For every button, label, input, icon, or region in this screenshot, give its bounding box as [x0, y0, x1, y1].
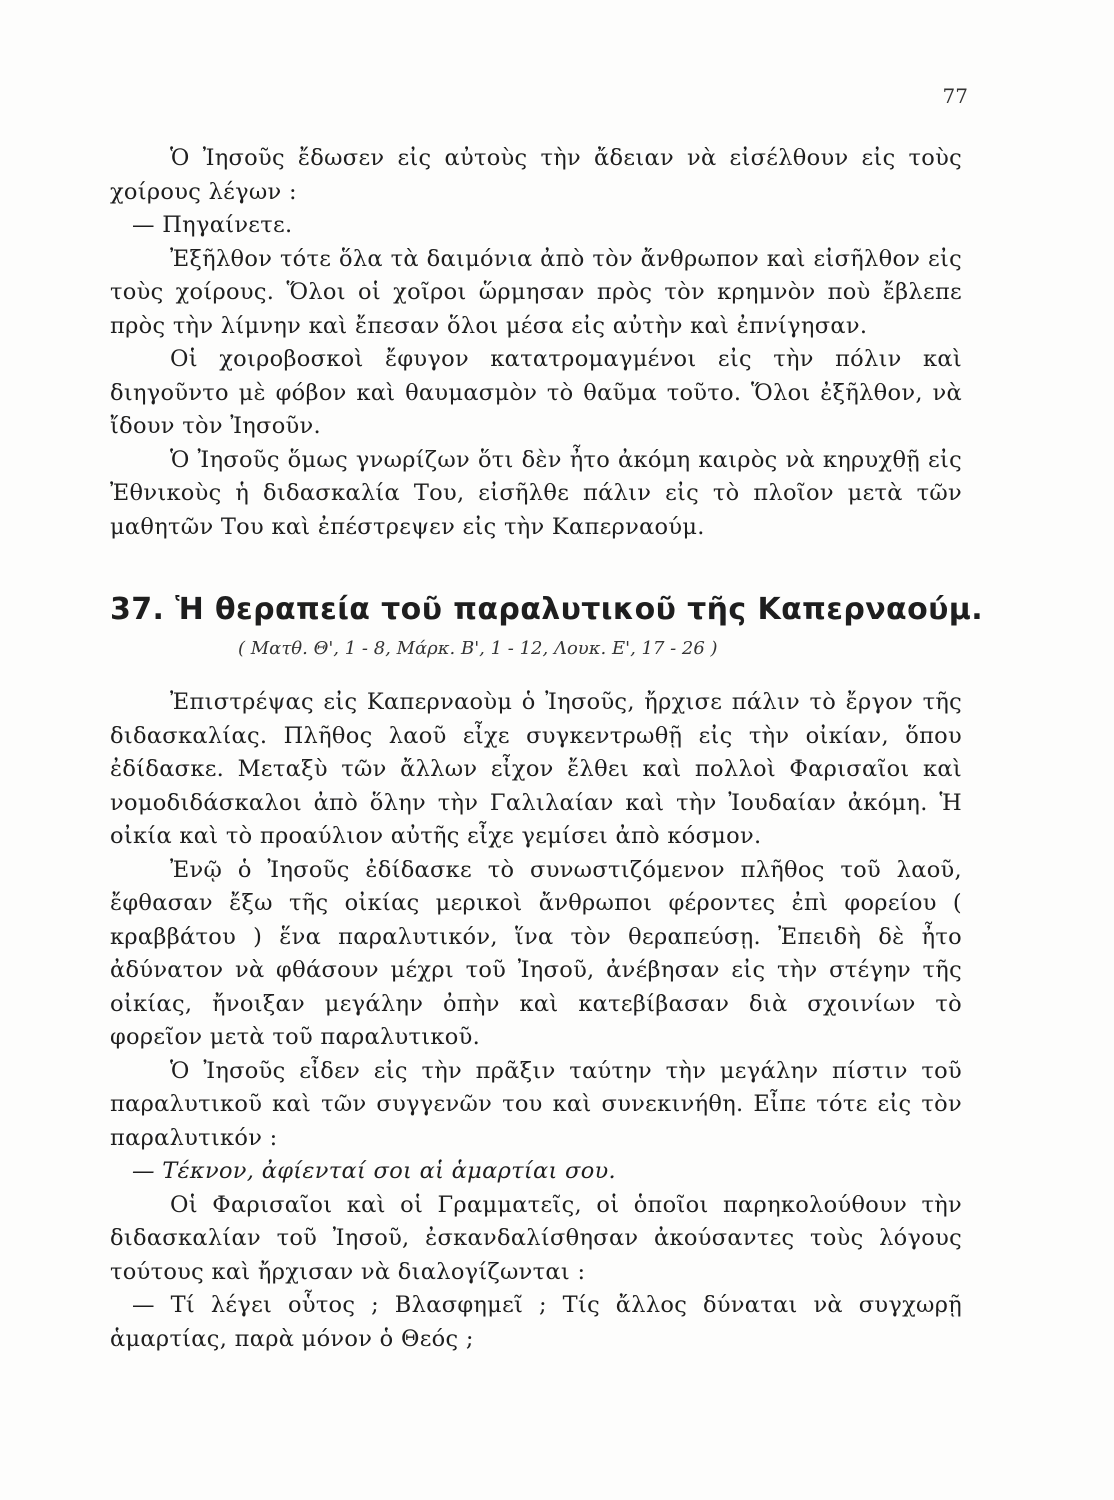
- dialog-line: — Τέκνον, ἀφίενταί σοι αἱ ἁμαρτίαι σου.: [132, 1158, 616, 1184]
- dialog-line: — Πηγαίνετε.: [132, 212, 293, 238]
- paragraph: Οἱ χοιροβοσκοὶ ἔφυγον κατατρομαγμένοι εἰς τὴν πόλιν καὶ διηγοῦντο μὲ φόβον καὶ θαυμασμὸν τὸ θαῦμα τοῦτο. Ὅλοι ἐξῆλθον, νὰ ἴδουν τὸν Ἰησοῦν.: [110, 346, 962, 439]
- bottom-text-block: [110, 686, 962, 1356]
- paragraph: Ἐπιστρέψας εἰς Καπερναοὺμ ὁ Ἰησοῦς, ἤρχισε πάλιν τὸ ἔργον τῆς διδασκαλίας. Πλῆθος λαοῦ εἶχε συγκεντρωθῇ εἰς τὴν οἰκίαν, ὅπου ἐδίδασκε. Μεταξὺ τῶν ἄλλων εἶχον ἔλθει καὶ πολλοὶ Φαρισαῖοι καὶ νομοδιδάσκαλοι ἀπὸ ὅλην τὴν Γαλιλαίαν καὶ τὴν Ἰουδαίαν ἀκόμη. Ἡ οἰκία καὶ τὸ προαύλιον αὐτῆς εἶχε γεμίσει ἀπὸ κόσμον.: [110, 689, 962, 849]
- page-number: 77: [942, 84, 968, 108]
- paragraph: Ὁ Ἰησοῦς ὅμως γνωρίζων ὅτι δὲν ἦτο ἀκόμη καιρὸς νὰ κηρυχθῇ εἰς Ἐθνικοὺς ἡ διδασκαλία Του, εἰσῆλθε πάλιν εἰς τὸ πλοῖον μετὰ τῶν μαθητῶν Του καὶ ἐπέστρεψεν εἰς τὴν Καπερναούμ.: [110, 446, 962, 540]
- paragraph: Ὁ Ἰησοῦς ἔδωσεν εἰς αὐτοὺς τὴν ἄδειαν νὰ εἰσέλθουν εἰς τοὺς χοίρους λέγων :: [110, 145, 962, 205]
- paragraph: Ἐνῷ ὁ Ἰησοῦς ἐδίδασκε τὸ συνωστιζόμενον πλῆθος τοῦ λαοῦ, ἔφθασαν ἔξω τῆς οἰκίας μερικοὶ ἄνθρωποι φέροντες ἐπὶ φορείου ( κραββάτου ) ἕνα παραλυτικόν, ἵνα τὸν θεραπεύσῃ. Ἐπειδὴ δὲ ἦτο ἀδύνατον νὰ φθάσουν μέχρι τοῦ Ἰησοῦ, ἀνέβησαν εἰς τὴν στέγην τῆς οἰκίας, ἤνοιξαν μεγάλην ὀπὴν καὶ κατεβίβασαν διὰ σχοινίων τὸ φορεῖον μετὰ τοῦ παραλυτικοῦ.: [110, 856, 962, 1050]
- dialog-line: — Τί λέγει οὗτος ; Βλασφημεῖ ; Τίς ἄλλος δύναται νὰ συγχωρῇ ἁμαρτίας, παρὰ μόνον ὁ Θεός ;: [110, 1292, 962, 1352]
- paragraph: Ὁ Ἰησοῦς εἶδεν εἰς τὴν πρᾶξιν ταύτην τὴν μεγάλην πίστιν τοῦ παραλυτικοῦ καὶ τῶν συγγενῶν του καὶ συνεκινήθη. Εἶπε τότε εἰς τὸν παραλυτικόν :: [110, 1057, 962, 1151]
- scripture-reference: ( Ματθ. Θ', 1 - 8, Μάρκ. Β', 1 - 12, Λουκ. Ε', 17 - 26 ): [238, 638, 718, 659]
- top-text-block: [110, 142, 962, 544]
- section-heading: 37. Ἡ θεραπεία τοῦ παραλυτικοῦ τῆς Καπερναούμ.: [110, 592, 984, 627]
- paragraph: Οἱ Φαρισαῖοι καὶ οἱ Γραμματεῖς, οἱ ὁποῖοι παρηκολούθουν τὴν διδασκαλίαν τοῦ Ἰησοῦ, ἐσκανδαλίσθησαν ἀκούσαντες τοὺς λόγους τούτους καὶ ἤρχισαν νὰ διαλογίζωνται :: [110, 1191, 962, 1285]
- paragraph: Ἐξῆλθον τότε ὅλα τὰ δαιμόνια ἀπὸ τὸν ἄνθρωπον καὶ εἰσῆλθον εἰς τοὺς χοίρους. Ὅλοι οἱ χοῖροι ὥρμησαν πρὸς τὸν κρημνὸν ποὺ ἔβλεπε πρὸς τὴν λίμνην καὶ ἔπεσαν ὅλοι μέσα εἰς αὐτὴν καὶ ἐπνίγησαν.: [110, 245, 962, 339]
